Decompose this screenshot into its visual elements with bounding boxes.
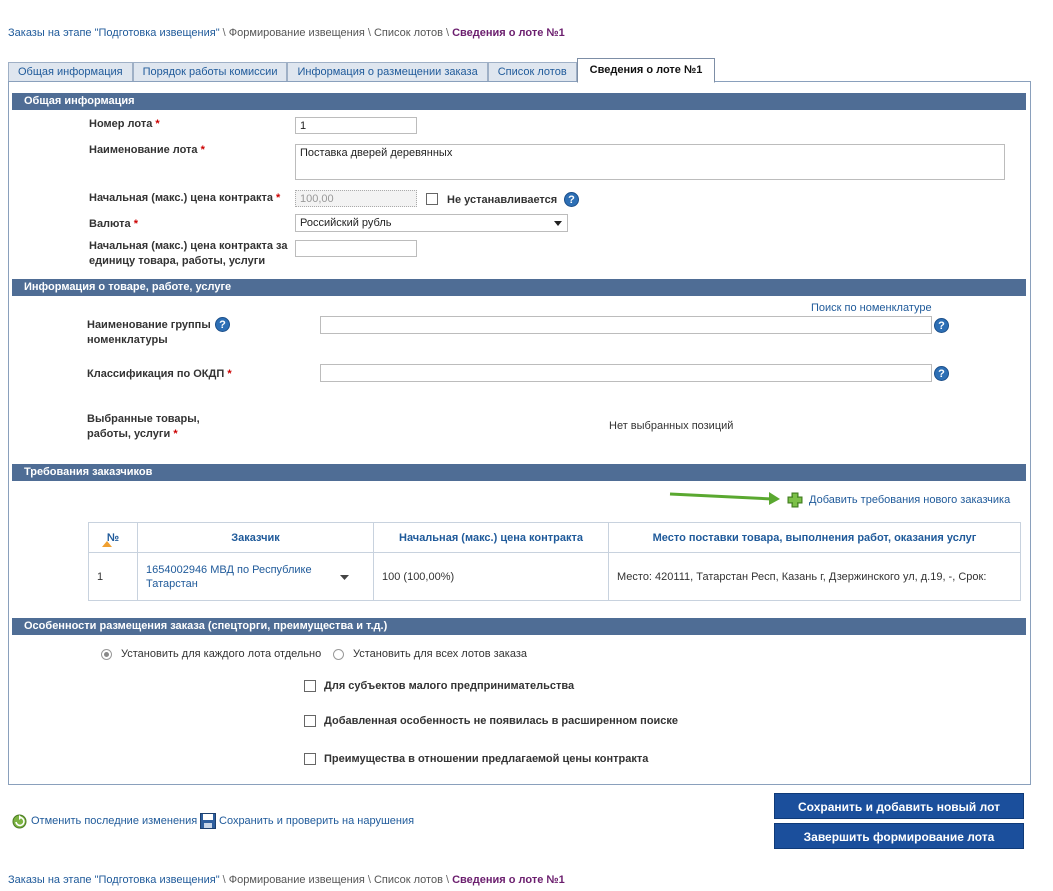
undo-icon[interactable] xyxy=(12,814,27,829)
okdp-label: Классификация по ОКДП * xyxy=(87,368,232,380)
breadcrumb-separator: \ xyxy=(219,874,229,886)
section-header-requirements: Требования заказчиков xyxy=(12,464,1026,481)
currency-label: Валюта * xyxy=(89,218,139,230)
breadcrumb-separator: \ xyxy=(364,874,374,886)
breadcrumb-link-orders[interactable]: Заказы на этапе "Подготовка извещения" xyxy=(8,874,220,886)
save-icon[interactable] xyxy=(200,813,216,829)
table-header-row xyxy=(89,523,1021,553)
save-add-new-lot-button[interactable]: Сохранить и добавить новый лот xyxy=(774,793,1024,819)
added-feature-checkbox[interactable] xyxy=(304,715,316,727)
tab-lot-details[interactable]: Сведения о лоте №1 xyxy=(577,58,716,83)
no-selected-text: Нет выбранных позиций xyxy=(609,420,734,432)
advantages-label: Преимущества в отношении предлагаемой цены контракта xyxy=(324,753,649,765)
lot-number-label: Номер лота * xyxy=(89,118,160,130)
currency-selected-value: Российский рубль xyxy=(300,217,392,229)
added-feature-label: Добавленная особенность не появилась в расширенном поиске xyxy=(324,715,679,727)
row-place: Место: 420111, Татарстан Респ, Казань г, Дзержинского ул, д.19, -, Срок: xyxy=(609,553,1021,601)
help-icon[interactable]: ? xyxy=(215,317,230,332)
column-header-customer[interactable]: Заказчик xyxy=(138,523,374,553)
tab-bar xyxy=(8,62,715,82)
breadcrumb-link-lots[interactable]: Список лотов xyxy=(373,27,443,39)
breadcrumb-top xyxy=(8,27,565,39)
small-business-checkbox[interactable] xyxy=(304,680,316,692)
breadcrumb-link-notice[interactable]: Формирование извещения xyxy=(228,874,365,886)
breadcrumb-separator: \ xyxy=(442,27,453,39)
help-icon[interactable]: ? xyxy=(934,318,949,333)
lot-name-label: Наименование лота * xyxy=(89,144,205,156)
chevron-down-icon xyxy=(554,221,562,226)
not-set-label: Не устанавливается xyxy=(447,194,558,206)
row-customer xyxy=(138,553,374,601)
tab-general-info[interactable]: Общая информация xyxy=(8,62,133,82)
save-check-link[interactable]: Сохранить и проверить на нарушения xyxy=(219,815,415,827)
radio-all-lots[interactable] xyxy=(333,649,344,660)
row-price: 100 (100,00%) xyxy=(374,553,609,601)
customers-table xyxy=(88,522,1021,601)
advantages-checkbox[interactable] xyxy=(304,753,316,765)
radio-all-lots-label: Установить для всех лотов заказа xyxy=(353,648,528,660)
tab-commission-order[interactable]: Порядок работы комиссии xyxy=(133,62,288,82)
column-header-number[interactable]: № xyxy=(89,523,138,553)
section-header-goods: Информация о товаре, работе, услуге xyxy=(12,279,1026,296)
breadcrumb-bottom xyxy=(8,874,565,886)
green-arrow-icon xyxy=(668,486,783,506)
breadcrumb-separator: \ xyxy=(219,27,229,39)
breadcrumb-separator: \ xyxy=(442,874,453,886)
section-header-features: Особенности размещения заказа (спецторги, преимущества и т.д.) xyxy=(12,618,1026,635)
undo-changes-link[interactable]: Отменить последние изменения xyxy=(31,815,198,827)
finish-lot-button[interactable]: Завершить формирование лота xyxy=(774,823,1024,849)
row-number: 1 xyxy=(89,553,138,601)
breadcrumb-link-lots[interactable]: Список лотов xyxy=(373,874,443,886)
radio-each-lot[interactable] xyxy=(101,649,112,660)
plus-icon[interactable] xyxy=(787,492,803,508)
group-input[interactable] xyxy=(320,316,932,334)
unit-price-label: Начальная (макс.) цена контракта за единицу товара, работы, услуги xyxy=(89,240,288,267)
price-label: Начальная (макс.) цена контракта * xyxy=(89,192,281,204)
okdp-input[interactable] xyxy=(320,364,932,382)
help-icon[interactable]: ? xyxy=(564,192,579,207)
sort-up-icon[interactable] xyxy=(102,541,112,547)
breadcrumb-link-notice[interactable]: Формирование извещения xyxy=(228,27,365,39)
group-label: Наименование группы номенклатуры xyxy=(87,319,211,346)
nomenclature-search-link[interactable]: Поиск по номенклатуре xyxy=(811,302,932,314)
breadcrumb-current: Сведения о лоте №1 xyxy=(452,27,565,39)
currency-select[interactable] xyxy=(295,214,568,232)
column-header-place[interactable]: Место поставки товара, выполнения работ, оказания услуг xyxy=(609,523,1021,553)
tab-placement-info[interactable]: Информация о размещении заказа xyxy=(287,62,487,82)
section-header-general: Общая информация xyxy=(12,93,1026,110)
lot-number-input[interactable]: 1 xyxy=(295,117,417,134)
customer-link[interactable]: 1654002946 МВД по Республике Татарстан xyxy=(146,563,312,590)
lot-name-textarea[interactable]: Поставка дверей деревянных xyxy=(295,144,1005,180)
radio-each-lot-label: Установить для каждого лота отдельно xyxy=(121,648,322,660)
add-customer-requirement-link[interactable]: Добавить требования нового заказчика xyxy=(809,494,1011,506)
breadcrumb-current: Сведения о лоте №1 xyxy=(452,874,565,886)
chevron-down-icon[interactable] xyxy=(340,575,349,581)
price-input[interactable]: 100,00 xyxy=(295,190,417,207)
tab-lot-list[interactable]: Список лотов xyxy=(488,62,577,82)
breadcrumb-separator: \ xyxy=(364,27,374,39)
help-icon[interactable]: ? xyxy=(934,366,949,381)
breadcrumb-link-orders[interactable]: Заказы на этапе "Подготовка извещения" xyxy=(8,27,220,39)
unit-price-input[interactable] xyxy=(295,240,417,257)
small-business-label: Для субъектов малого предпринимательства xyxy=(324,680,575,692)
selected-goods-label: Выбранные товары, работы, услуги * xyxy=(87,413,200,440)
column-header-price[interactable]: Начальная (макс.) цена контракта xyxy=(374,523,609,553)
not-set-checkbox[interactable] xyxy=(426,193,438,205)
table-row xyxy=(89,553,1021,601)
